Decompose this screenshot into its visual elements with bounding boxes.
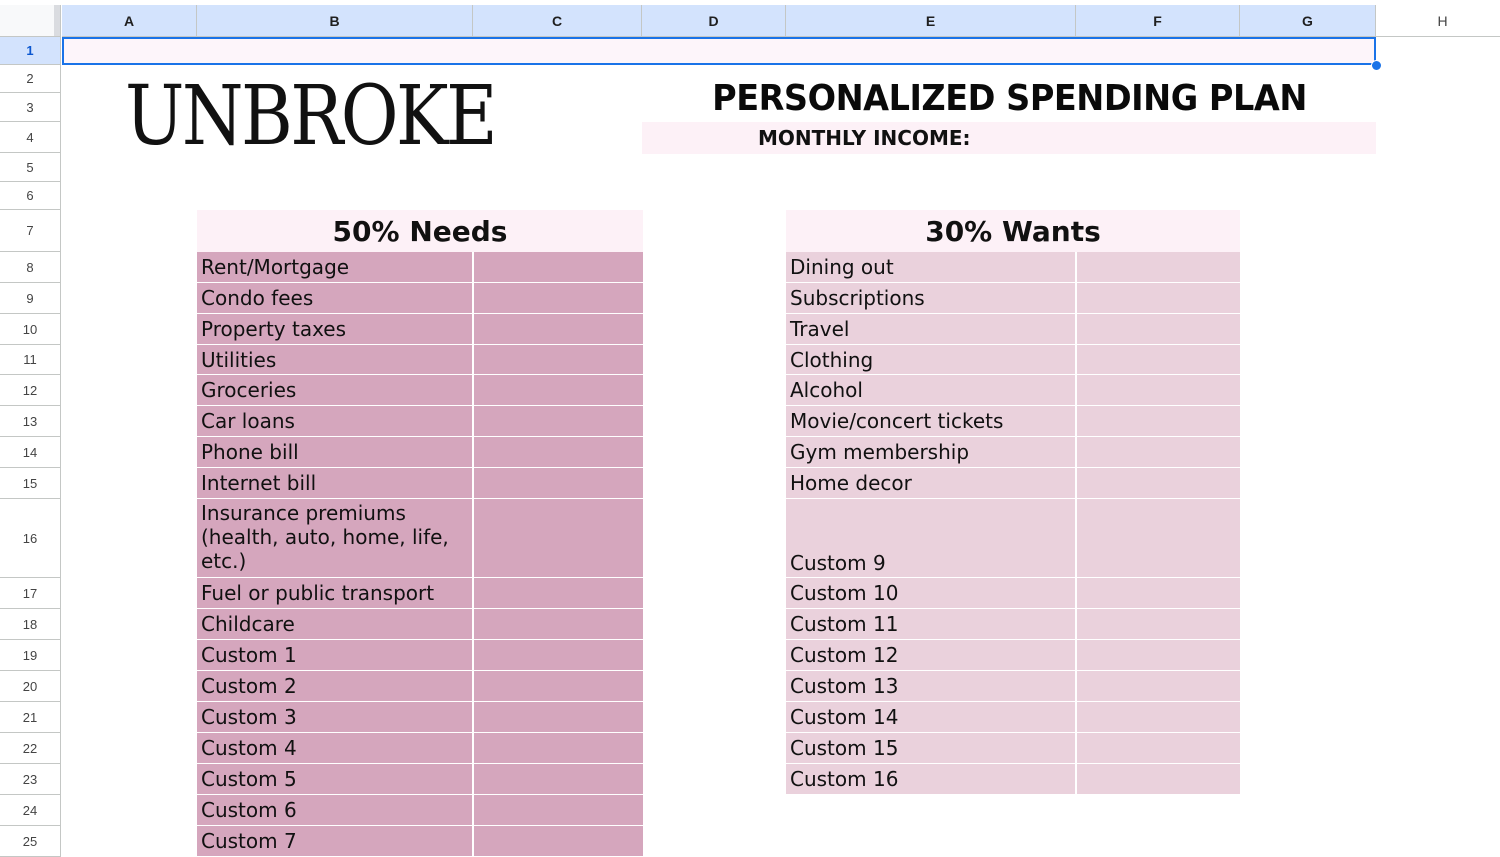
- needs-amount-cell[interactable]: [474, 345, 643, 375]
- wants-table-title: 30% Wants: [786, 210, 1240, 252]
- wants-amount-cell[interactable]: [1077, 640, 1240, 671]
- wants-item-label[interactable]: Gym membership: [786, 437, 1076, 468]
- needs-item-label[interactable]: Fuel or public transport: [197, 578, 473, 609]
- needs-item-label[interactable]: Custom 1: [197, 640, 473, 671]
- row-header-23[interactable]: 23: [0, 764, 61, 795]
- needs-amount-cell[interactable]: [474, 578, 643, 609]
- needs-item-label[interactable]: Phone bill: [197, 437, 473, 468]
- column-header-e[interactable]: E: [786, 5, 1076, 37]
- column-header-a[interactable]: A: [62, 5, 197, 37]
- row-header-17[interactable]: 17: [0, 578, 61, 609]
- needs-item-label[interactable]: Custom 4: [197, 733, 473, 764]
- row-header-10[interactable]: 10: [0, 314, 61, 345]
- wants-item-label[interactable]: Dining out: [786, 252, 1076, 283]
- wants-amount-cell[interactable]: [1077, 609, 1240, 640]
- needs-amount-cell[interactable]: [474, 764, 643, 795]
- row-header-22[interactable]: 22: [0, 733, 61, 764]
- wants-item-label[interactable]: Alcohol: [786, 375, 1076, 406]
- wants-item-label[interactable]: Custom 16: [786, 764, 1076, 795]
- wants-item-label[interactable]: Custom 10: [786, 578, 1076, 609]
- wants-amount-cell[interactable]: [1077, 252, 1240, 283]
- needs-item-label[interactable]: Childcare: [197, 609, 473, 640]
- wants-amount-cell[interactable]: [1077, 283, 1240, 314]
- needs-amount-cell[interactable]: [474, 795, 643, 826]
- wants-amount-cell[interactable]: [1077, 375, 1240, 406]
- row-header-9[interactable]: 9: [0, 283, 61, 314]
- wants-item-label[interactable]: Clothing: [786, 345, 1076, 375]
- wants-amount-cell[interactable]: [1077, 314, 1240, 345]
- wants-amount-cell[interactable]: [1077, 671, 1240, 702]
- needs-amount-cell[interactable]: [474, 702, 643, 733]
- monthly-income-row[interactable]: [642, 122, 1376, 154]
- row-header-3[interactable]: 3: [0, 93, 61, 122]
- needs-amount-cell[interactable]: [474, 733, 643, 764]
- wants-amount-cell[interactable]: [1077, 406, 1240, 437]
- wants-amount-cell[interactable]: [1077, 437, 1240, 468]
- row-header-4[interactable]: 4: [0, 122, 61, 153]
- row-header-13[interactable]: 13: [0, 406, 61, 437]
- wants-amount-cell[interactable]: [1077, 733, 1240, 764]
- row-header-25[interactable]: 25: [0, 826, 61, 857]
- row-header-8[interactable]: 8: [0, 252, 61, 283]
- needs-amount-cell[interactable]: [474, 406, 643, 437]
- wants-item-label[interactable]: Home decor: [786, 468, 1076, 499]
- needs-item-label[interactable]: Custom 6: [197, 795, 473, 826]
- wants-item-label[interactable]: Custom 9: [786, 499, 1076, 578]
- row-header-6[interactable]: 6: [0, 182, 61, 210]
- needs-amount-cell[interactable]: [474, 314, 643, 345]
- row-header-18[interactable]: 18: [0, 609, 61, 640]
- wants-amount-cell[interactable]: [1077, 764, 1240, 795]
- fill-handle[interactable]: [1371, 60, 1382, 71]
- wants-item-label[interactable]: Travel: [786, 314, 1076, 345]
- needs-item-label[interactable]: Car loans: [197, 406, 473, 437]
- row-header-16[interactable]: 16: [0, 499, 61, 578]
- needs-amount-cell[interactable]: [474, 671, 643, 702]
- row-header-11[interactable]: 11: [0, 345, 61, 375]
- wants-item-label[interactable]: Custom 13: [786, 671, 1076, 702]
- needs-item-label[interactable]: Custom 2: [197, 671, 473, 702]
- needs-item-label[interactable]: Condo fees: [197, 283, 473, 314]
- column-header-bar: [0, 5, 1500, 37]
- row-header-24[interactable]: 24: [0, 795, 61, 826]
- needs-amount-cell[interactable]: [474, 437, 643, 468]
- needs-item-label[interactable]: Utilities: [197, 345, 473, 375]
- wants-item-label[interactable]: Subscriptions: [786, 283, 1076, 314]
- needs-item-label[interactable]: Property taxes: [197, 314, 473, 345]
- row-header-14[interactable]: 14: [0, 437, 61, 468]
- row-header-21[interactable]: 21: [0, 702, 61, 733]
- wants-item-label[interactable]: Custom 11: [786, 609, 1076, 640]
- plan-title: PERSONALIZED SPENDING PLAN: [712, 78, 1307, 119]
- needs-amount-cell[interactable]: [474, 375, 643, 406]
- needs-item-label[interactable]: Custom 3: [197, 702, 473, 733]
- row-header-12[interactable]: 12: [0, 375, 61, 406]
- needs-item-label[interactable]: Rent/Mortgage: [197, 252, 473, 283]
- needs-amount-cell[interactable]: [474, 283, 643, 314]
- needs-item-label[interactable]: Internet bill: [197, 468, 473, 499]
- row-header-2[interactable]: 2: [0, 65, 61, 93]
- needs-amount-cell[interactable]: [474, 609, 643, 640]
- needs-item-label[interactable]: Groceries: [197, 375, 473, 406]
- needs-amount-cell[interactable]: [474, 640, 643, 671]
- brand-logo: UNBROKE: [125, 69, 495, 164]
- row-header-7[interactable]: 7: [0, 210, 61, 252]
- wants-amount-cell[interactable]: [1077, 499, 1240, 578]
- selected-range-row-1[interactable]: [62, 37, 1376, 65]
- column-header-h[interactable]: H: [1376, 5, 1500, 37]
- row-header-1[interactable]: 1: [0, 37, 61, 65]
- column-header-f[interactable]: F: [1076, 5, 1240, 37]
- needs-amount-cell[interactable]: [474, 252, 643, 283]
- wants-item-label[interactable]: Custom 14: [786, 702, 1076, 733]
- wants-item-label[interactable]: Custom 15: [786, 733, 1076, 764]
- wants-amount-cell[interactable]: [1077, 468, 1240, 499]
- monthly-income-label: MONTHLY INCOME:: [758, 126, 971, 150]
- wants-amount-cell[interactable]: [1077, 702, 1240, 733]
- column-header-b[interactable]: B: [197, 5, 473, 37]
- needs-amount-cell[interactable]: [474, 468, 643, 499]
- needs-item-label[interactable]: Insurance premiums (health, auto, home, life, etc.): [197, 499, 473, 578]
- row-header-19[interactable]: 19: [0, 640, 61, 671]
- column-header-g[interactable]: G: [1240, 5, 1376, 37]
- wants-item-label[interactable]: Custom 12: [786, 640, 1076, 671]
- needs-amount-cell[interactable]: [474, 826, 643, 857]
- wants-amount-cell[interactable]: [1077, 345, 1240, 375]
- needs-table-title: 50% Needs: [197, 210, 643, 252]
- wants-amount-cell[interactable]: [1077, 578, 1240, 609]
- wants-item-label[interactable]: Movie/concert tickets: [786, 406, 1076, 437]
- needs-item-label[interactable]: Custom 7: [197, 826, 473, 857]
- needs-amount-cell[interactable]: [474, 499, 643, 578]
- row-header-15[interactable]: 15: [0, 468, 61, 499]
- column-header-d[interactable]: D: [642, 5, 786, 37]
- needs-item-label[interactable]: Custom 5: [197, 764, 473, 795]
- row-header-5[interactable]: 5: [0, 153, 61, 182]
- column-header-c[interactable]: C: [473, 5, 642, 37]
- row-header-20[interactable]: 20: [0, 671, 61, 702]
- select-all-corner[interactable]: [0, 5, 61, 37]
